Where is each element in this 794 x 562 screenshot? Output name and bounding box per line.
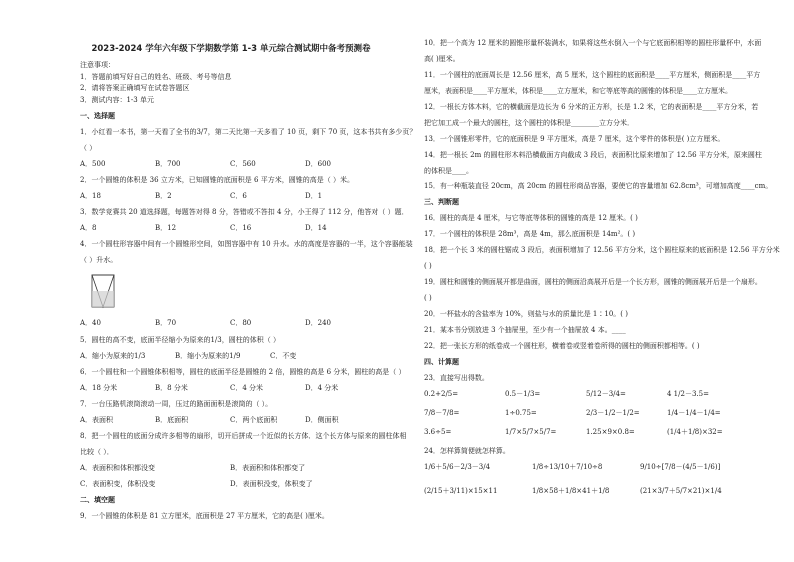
question-1-blank: （ ） bbox=[80, 144, 97, 153]
option[interactable]: A．18 bbox=[80, 192, 101, 201]
calc-item: 0.2+2/5= bbox=[424, 389, 459, 398]
question-8-options-a bbox=[80, 463, 382, 473]
calc-item: 5/12－3/4= bbox=[586, 389, 626, 398]
option[interactable]: B．底面积 bbox=[155, 415, 189, 424]
option[interactable]: A．40 bbox=[80, 319, 101, 328]
question-4-options bbox=[80, 318, 382, 328]
option[interactable]: D．600 bbox=[305, 160, 331, 169]
question-17: 17．一个圆柱的体积是 28m³，高是 4m，那么底面积是 14m²。( ) bbox=[424, 230, 636, 239]
option[interactable]: C．两个底面积 bbox=[230, 415, 278, 424]
calc-item: (1/4＋1/8)×32= bbox=[667, 427, 723, 436]
section-fill: 二、填空题 bbox=[80, 495, 115, 504]
question-12: 12．一根长方体木料，它的横截面是边长为 6 分米的正方形，长是 1.2 米，它的表面积是____平方分米，若 bbox=[424, 102, 759, 111]
question-11-cont: 厘米，表面积是____平方厘米，体积是____立方厘米，和它等底等高的圆锥的体积是____立方厘米。 bbox=[424, 86, 732, 95]
option[interactable]: B．70 bbox=[155, 319, 177, 328]
option[interactable]: C．6 bbox=[230, 192, 247, 201]
section-choice: 一、选择题 bbox=[80, 111, 115, 121]
option[interactable]: D．4 分米 bbox=[305, 383, 339, 392]
question-19: 19．圆柱和圆锥的侧面展开都是曲面，圆柱的侧面沿高展开后是一个长方形，圆锥的侧面展开后是一个扇形。 bbox=[424, 278, 762, 287]
calc-item: 9/10÷[7/8－(4/5－1/6)] bbox=[640, 462, 721, 471]
calc-item: 1/7×5/7×5/7= bbox=[505, 427, 557, 436]
question-6: 6．一个圆柱和一个圆锥体积相等，圆柱的底面半径是圆锥的 2 倍，圆锥的高是 6 分米，圆柱的高是（ ） bbox=[80, 367, 406, 376]
question-8: 8．把一个圆柱的底面分成许多相等的扇形，切开后拼成一个近似的长方体．这个长方体与原来的圆柱体相 bbox=[80, 431, 407, 440]
question-1: 1．小红看一本书，第一天看了全书的3/7，第二天比第一天多看了 10 页，剩下 70 页，这本书共有多少页？ bbox=[80, 128, 417, 137]
option[interactable]: C．80 bbox=[230, 319, 252, 328]
question-7-options bbox=[80, 415, 382, 425]
option[interactable]: A．500 bbox=[80, 160, 106, 169]
calc-row bbox=[424, 486, 750, 496]
question-8-options-b bbox=[80, 479, 382, 489]
question-9: 9．一个圆锥的体积是 81 立方厘米，底面积是 27 平方厘米，它的高是( )厘米。 bbox=[80, 511, 329, 520]
option[interactable]: A．表面积和体积都没变 bbox=[80, 463, 156, 472]
calc-row bbox=[424, 462, 750, 472]
calc-item: 1/8÷13/10＋7/10÷8 bbox=[532, 462, 603, 471]
question-3-options bbox=[80, 223, 382, 233]
question-2-options bbox=[80, 191, 382, 201]
question-14-cont: 的体积是____。 bbox=[424, 166, 473, 175]
option[interactable]: A．缩小为原来的1/3 bbox=[80, 351, 146, 360]
option[interactable]: C．表面积变，体积没变 bbox=[80, 479, 156, 488]
option[interactable]: B．8 分米 bbox=[155, 383, 188, 392]
cone-container-figure bbox=[90, 273, 118, 309]
section-calc: 四、计算题 bbox=[424, 356, 459, 366]
calc-item: 1/4－1/4－1/4= bbox=[667, 408, 721, 417]
option[interactable]: D．240 bbox=[305, 319, 331, 328]
calc-item: 1/8×58＋1/8×41＋1/8 bbox=[532, 487, 610, 496]
question-23: 23．直接写出得数。 bbox=[424, 373, 489, 382]
notes-heading: 注意事项： bbox=[80, 61, 115, 69]
note-item: 2．请将答案正确填写在试卷答题区 bbox=[80, 84, 190, 93]
calc-item: 0.5－1/3= bbox=[505, 389, 541, 398]
option[interactable]: C．16 bbox=[230, 224, 252, 233]
option[interactable]: D．表面积没变，体积变了 bbox=[230, 479, 313, 488]
calc-item: (2/15＋3/11)×15×11 bbox=[424, 487, 498, 496]
question-16: 16．圆柱的高是 4 厘米，与它等底等体积的圆锥的高是 12 厘米。( ) bbox=[424, 214, 638, 223]
question-15: 15．有一种瓶装直径 20cm，高 20cm 的圆柱形商品容器，要使它的容量增加 62.8cm³，可增加高度____cm。 bbox=[424, 182, 773, 191]
left-column bbox=[80, 60, 417, 527]
option[interactable]: C．560 bbox=[230, 160, 256, 169]
calc-item: 7/8－7/8= bbox=[424, 408, 460, 417]
calc-item: (21×3/7＋5/7×21)×1/4 bbox=[640, 487, 722, 496]
option[interactable]: B．2 bbox=[155, 192, 172, 201]
question-5-options bbox=[80, 351, 382, 361]
right-column bbox=[424, 38, 780, 510]
question-10: 10．把一个高为 12 厘米的圆锥形量杯装满水，如果将这些水倒入一个与它底面积相等的圆柱形量杯中，水面 bbox=[424, 39, 762, 47]
section-judge: 三、判断题 bbox=[424, 197, 459, 207]
option[interactable]: D．14 bbox=[305, 224, 327, 233]
question-5: 5．圆柱的高不变，底面半径缩小为原来的1/3，圆柱的体积（ ） bbox=[80, 335, 280, 344]
question-24: 24．怎样算简便就怎样算。 bbox=[424, 447, 510, 456]
option[interactable]: B．12 bbox=[155, 224, 177, 233]
calc-item: 2/3－1/2－1/2= bbox=[586, 408, 640, 417]
question-13: 13．一个圆锥形零件，它的底面积是 9 平方厘米，高是 7 厘米，这个零件的体积是( )立方厘米。 bbox=[424, 134, 725, 143]
option[interactable]: A．8 bbox=[80, 224, 97, 233]
question-20: 20．一杯盐水的含盐率为 10%，则盐与水的质量比是 1∶10。( ) bbox=[424, 309, 628, 318]
calc-item: 4 1/2－3.5= bbox=[667, 389, 709, 398]
note-item: 1．答题前填写好自己的姓名、班级、考号等信息 bbox=[80, 72, 232, 81]
option[interactable]: D．侧面积 bbox=[305, 415, 339, 424]
calc-item: 1/6＋5/6－2/3－3/4 bbox=[424, 462, 491, 471]
question-11: 11．一个圆柱的底面周长是 12.56 厘米，高 5 厘米，这个圆柱的底面积是____平方厘米，侧面积是____平方 bbox=[424, 70, 761, 79]
option[interactable]: B．缩小为原来的1/9 bbox=[175, 351, 241, 360]
question-1-options bbox=[80, 159, 382, 169]
calc-item: 3.6÷5= bbox=[424, 427, 452, 436]
question-12-cont: 把它加工成一个最大的圆柱，这个圆柱的体积是________立方分米． bbox=[424, 118, 634, 127]
exam-title: 2023-2024 学年六年级下学期数学第 1-3 单元综合测试期中备考预测卷 bbox=[91, 44, 371, 54]
option[interactable]: B．700 bbox=[155, 160, 181, 169]
question-10-cont: 高( )厘米。 bbox=[424, 54, 460, 63]
calc-item: 1÷0.75= bbox=[505, 408, 537, 417]
option[interactable]: C．不变 bbox=[270, 351, 297, 360]
question-6-options bbox=[80, 383, 382, 393]
calc-item: 1.25×9×0.8= bbox=[586, 427, 635, 436]
option[interactable]: A．表面积 bbox=[80, 415, 114, 424]
question-18-cont: ( ) bbox=[424, 262, 432, 271]
note-item: 3．测试内容：1-3 单元 bbox=[80, 96, 154, 105]
question-21: 21．某本书分别放进 3 个抽屉里，至少有一个抽屉放 4 本。____ bbox=[424, 325, 626, 334]
option[interactable]: C．4 分米 bbox=[230, 383, 264, 392]
question-7: 7．一台压路机滚筒滚动一周，压过的路面面积是滚筒的（ ）。 bbox=[80, 399, 273, 408]
question-3: 3．数学竞赛共 20 道选择题，每题答对得 8 分，答错或不答扣 4 分，小王得了 112 分，他答对（ ）题． bbox=[80, 208, 409, 217]
question-8-cont: 比较（ ）． bbox=[80, 447, 114, 456]
question-2: 2．一个圆锥的体积是 36 立方米，已知圆锥的底面积是 6 平方米，圆锥的高是（ ）米。 bbox=[80, 176, 354, 185]
question-14: 14．把一根长 2m 的圆柱形木料沿横截面方向截成 3 段后，表面积比原来增加了 12.56 平方分米，原来圆柱 bbox=[424, 150, 762, 159]
question-18: 18．把一个长 3 米的圆柱锯成 3 段后，表面积增加了 12.56 平方分米，这个圆柱原来的底面积是 12.56 平方分米 bbox=[424, 246, 780, 255]
question-4-blank: （ ）升水。 bbox=[80, 256, 118, 265]
option[interactable]: B．表面积和体积都变了 bbox=[230, 463, 306, 472]
question-22: 22．把一张长方形的纸卷成一个圆柱形，横着卷或竖着卷所得的圆柱的侧面积都相等。( ) bbox=[424, 341, 700, 350]
question-19-cont: ( ) bbox=[424, 294, 432, 302]
calc-row bbox=[424, 389, 750, 399]
calc-row bbox=[424, 408, 750, 418]
option[interactable]: D．1 bbox=[305, 192, 323, 201]
option[interactable]: A．18 分米 bbox=[80, 383, 118, 392]
notes-block bbox=[80, 60, 382, 105]
question-4: 4．一个圆柱形容器中间有一个圆锥形空间，如图容器中有 10 升水。水的高度是容器的一半，这个容器能装 bbox=[80, 240, 413, 249]
calc-row bbox=[424, 427, 750, 437]
